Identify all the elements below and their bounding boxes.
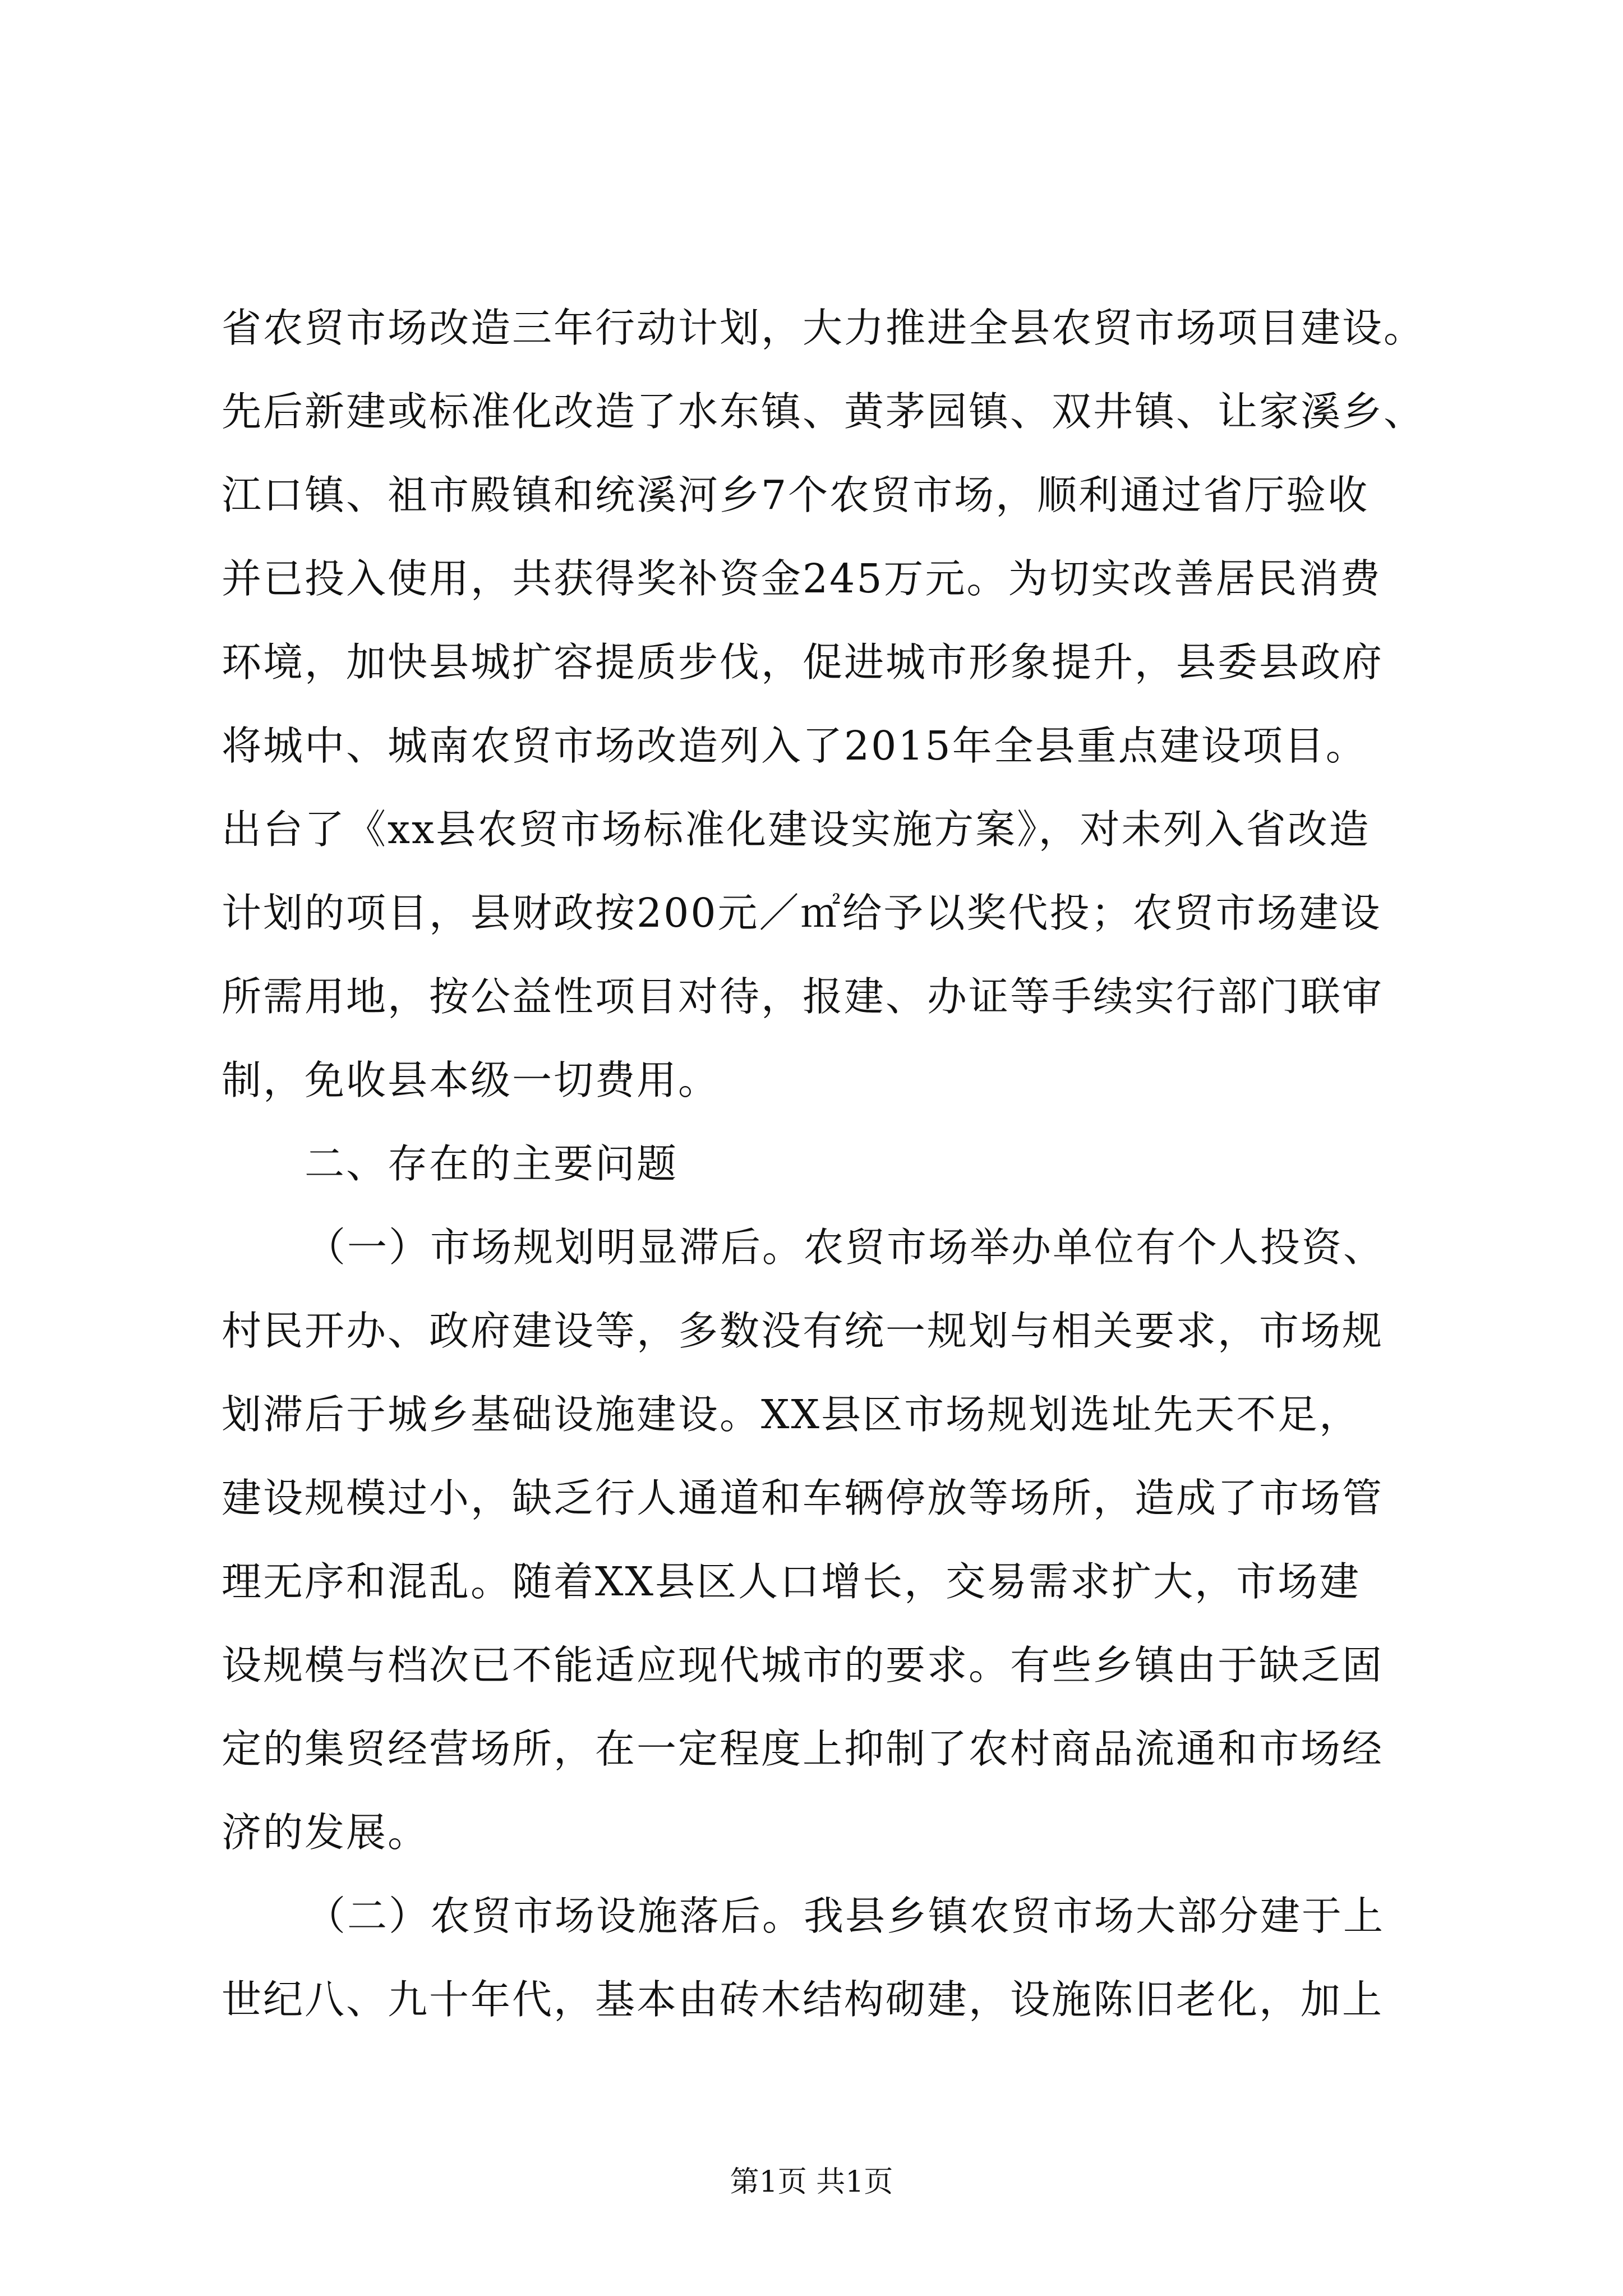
text-line: 江口镇、祖市殿镇和统溪河乡7个农贸市场，顺利通过省厅验收 [222, 472, 1370, 518]
text-line: 村民开办、政府建设等，多数没有统一规划与相关要求，市场规 [222, 1308, 1384, 1354]
text-line: 理无序和混乱。随着XX县区人口增长，交易需求扩大，市场建 [222, 1558, 1361, 1605]
text-line: 环境，加快县城扩容提质步伐，促进城市形象提升，县委县政府 [222, 639, 1384, 685]
subsection-paragraph-start: （一）市场规划明显滞后。农贸市场举办单位有个人投资、 [306, 1224, 1385, 1271]
text-line: 将城中、城南农贸市场改造列入了2015年全县重点建设项目。 [222, 723, 1367, 769]
text-line: 并已投入使用，共获得奖补资金245万元。为切实改善居民消费 [222, 555, 1382, 602]
text-line: 划滞后于城乡基础设施建设。XX县区市场规划选址先天不足， [222, 1391, 1361, 1438]
text-line: 计划的项目，县财政按200元／㎡给予以奖代投；农贸市场建设 [222, 890, 1382, 936]
text-line: 济的发展。 [222, 1809, 430, 1856]
text-line: 所需用地，按公益性项目对待，报建、办证等手续实行部门联审 [222, 973, 1384, 1020]
section-heading: 二、存在的主要问题 [305, 1140, 679, 1187]
text-line: 制，免收县本级一切费用。 [222, 1057, 720, 1103]
text-line: 建设规模过小，缺乏行人通道和车辆停放等场所，造成了市场管 [222, 1475, 1384, 1521]
text-line: 设规模与档次已不能适应现代城市的要求。有些乡镇由于缺乏固 [222, 1642, 1384, 1688]
text-line: 省农贸市场改造三年行动计划，大力推进全县农贸市场项目建设。 [222, 305, 1426, 351]
text-line: 先后新建或标准化改造了水东镇、黄茅园镇、双井镇、让家溪乡、 [222, 388, 1426, 435]
text-line: 世纪八、九十年代，基本由砖木结构砌建，设施陈旧老化，加上 [222, 1976, 1384, 2023]
document-body [222, 286, 1444, 2041]
text-line: 出台了《xx县农贸市场标准化建设实施方案》，对未列入省改造 [222, 806, 1371, 853]
subsection-paragraph-start: （二）农贸市场设施落后。我县乡镇农贸市场大部分建于上 [306, 1893, 1385, 1939]
page-footer: 第1页 共1页 [730, 2165, 893, 2199]
text-line: 定的集贸经营场所，在一定程度上抑制了农村商品流通和市场经 [222, 1726, 1384, 1772]
